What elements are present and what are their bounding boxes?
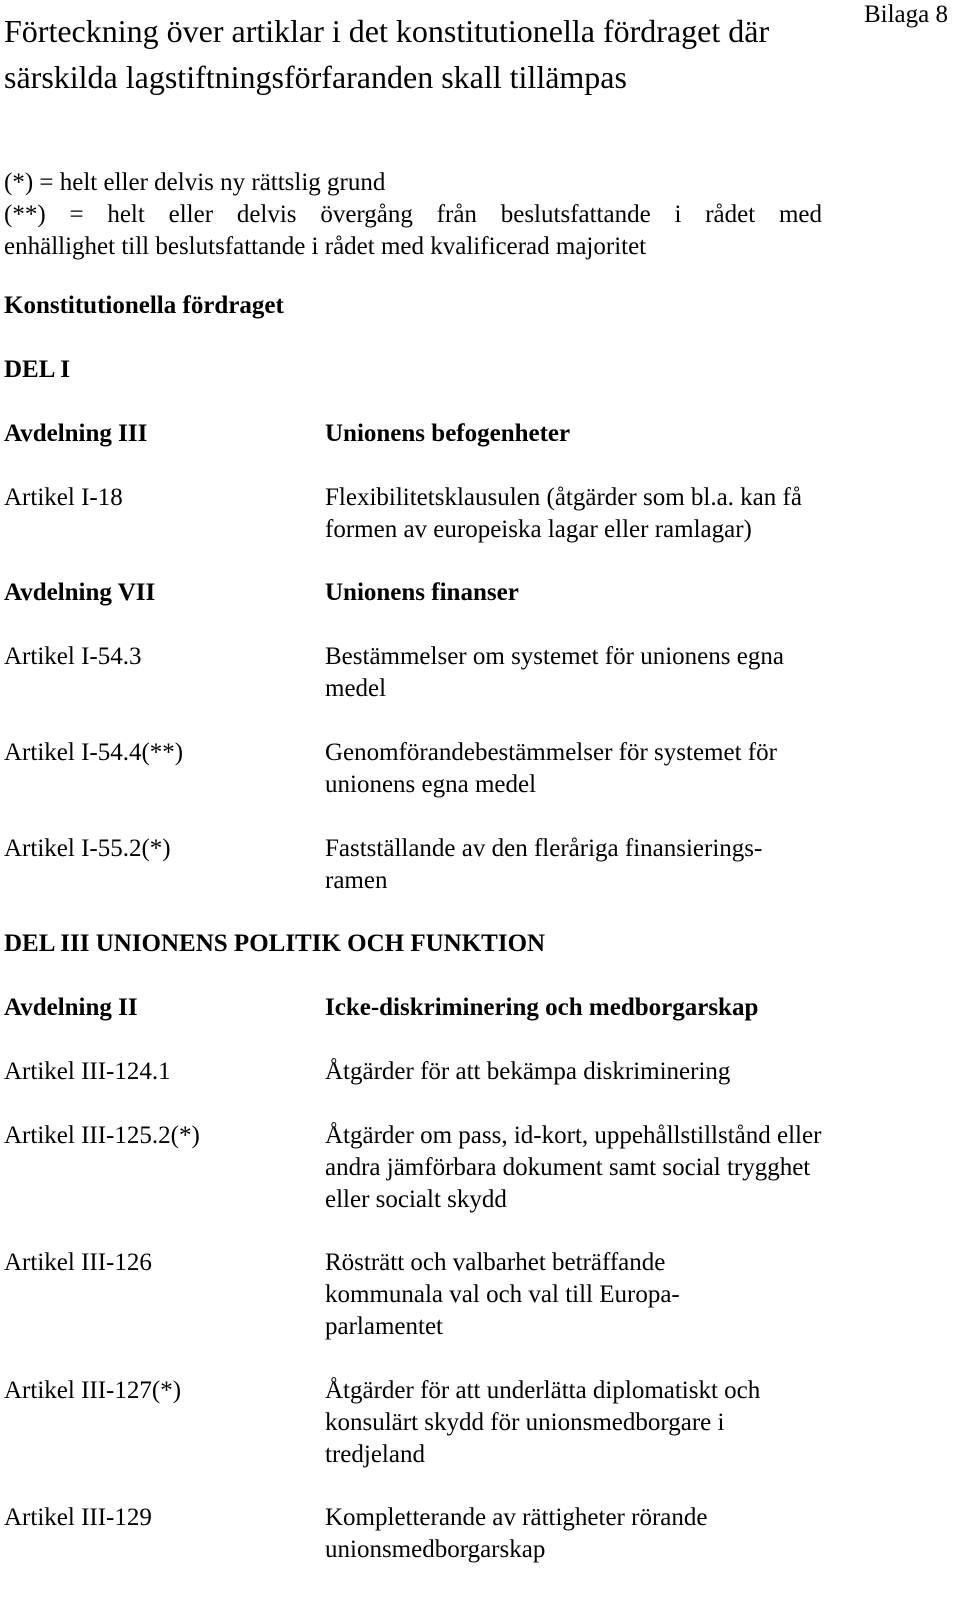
document-title: Förteckning över artiklar i det konstitutionella fördraget där särskilda lagstiftningsförfaranden skall tillämpas [4, 13, 770, 95]
article-description: Kompletterande av rättigheter rörande unionsmedborgarskap [325, 1504, 708, 1563]
article-number: Artikel III-124.1 [4, 1058, 171, 1085]
legend-double-asterisk-line1: (**) = helt eller delvis övergång från beslutsfattande i rådet med [4, 201, 822, 228]
article-description: Genomförandebestämmelser för systemet för unionens egna medel [325, 739, 777, 798]
article-number: Artikel I-18 [4, 484, 123, 511]
annex-label: Bilaga 8 [863, 1, 948, 28]
legend [4, 167, 822, 263]
division-label: Avdelning VII [4, 579, 156, 606]
legend-double-asterisk-line2: enhällighet till beslutsfattande i rådet med kvalificerad majoritet [4, 233, 647, 260]
legend-single-asterisk: (*) = helt eller delvis ny rättslig grund [4, 169, 386, 196]
article-description: Åtgärder för att underlätta diplomatiskt och konsulärt skydd för unionsmedborgare i tredjeland [325, 1377, 761, 1468]
article-number: Artikel III-129 [4, 1504, 152, 1531]
article-number: Artikel I-54.4(**) [4, 739, 184, 766]
division-title: Icke-diskriminering och medborgarskap [325, 994, 759, 1021]
article-number: Artikel I-54.3 [4, 643, 142, 670]
part3-heading: DEL III UNIONENS POLITIK OCH FUNKTION [4, 930, 546, 957]
division-label: Avdelning II [4, 994, 138, 1021]
article-number: Artikel III-127(*) [4, 1377, 182, 1404]
article-number: Artikel I-55.2(*) [4, 835, 171, 862]
article-description: Flexibilitetsklausulen (åtgärder som bl.a. kan få formen av europeiska lagar eller ramlagar) [325, 484, 802, 543]
article-description: Rösträtt och valbarhet beträffande kommunala val och val till Europa-parlamentet [325, 1249, 680, 1340]
article-description: Bestämmelser om systemet för unionens egna medel [325, 643, 784, 702]
article-number: Artikel III-126 [4, 1249, 152, 1276]
article-description: Åtgärder för att bekämpa diskriminering [325, 1058, 731, 1085]
division-label: Avdelning III [4, 420, 148, 447]
treaty-heading: Konstitutionella fördraget [4, 292, 284, 319]
division-title: Unionens befogenheter [325, 420, 571, 447]
article-number: Artikel III-125.2(*) [4, 1122, 200, 1149]
article-description: Åtgärder om pass, id-kort, uppehållstillstånd eller andra jämförbara dokument samt social trygghet eller socialt skydd [325, 1122, 822, 1213]
article-description: Fastställande av den fleråriga finansierings-ramen [325, 835, 763, 894]
part1-heading: DEL I [4, 356, 71, 383]
division-title: Unionens finanser [325, 579, 519, 606]
